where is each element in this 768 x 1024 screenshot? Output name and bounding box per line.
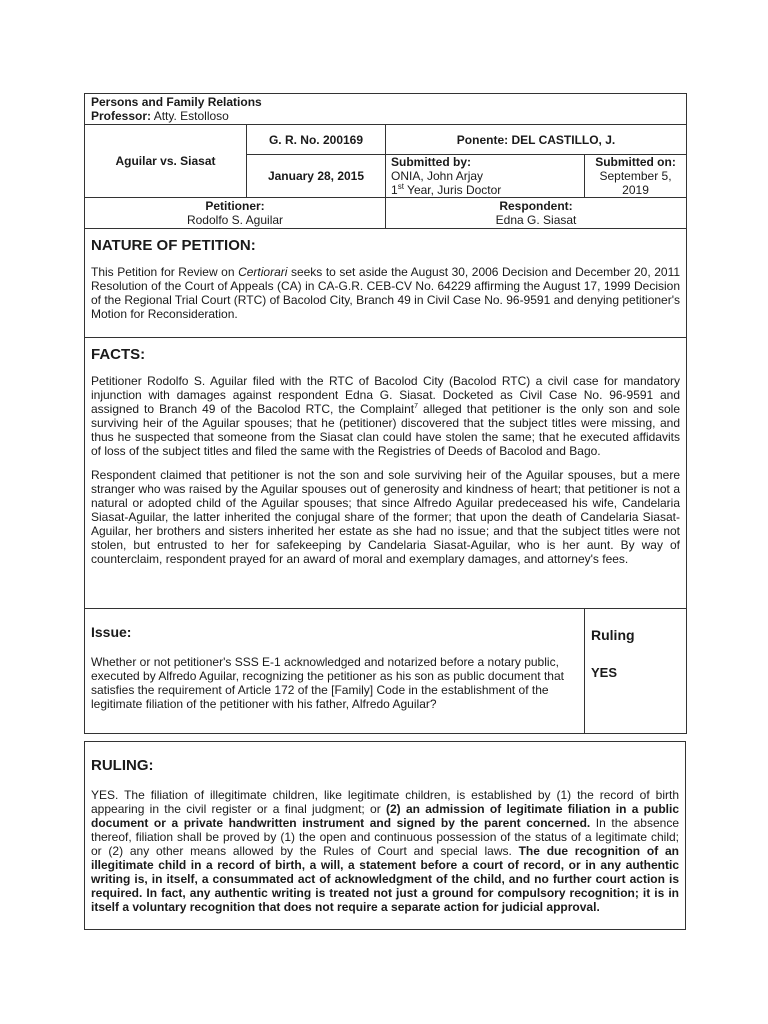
respondent-label: Respondent: bbox=[499, 199, 573, 213]
case-body-table bbox=[84, 228, 687, 734]
ponente: Ponente: DEL CASTILLO, J. bbox=[456, 132, 616, 147]
issue-heading: Issue: bbox=[91, 624, 132, 640]
respondent-name: Edna G. Siasat bbox=[495, 213, 577, 227]
gr-no-cell bbox=[247, 125, 386, 155]
ruling-answer: YES bbox=[591, 665, 618, 680]
ruling-text: YES. The filiation of illegitimate children, like legitimate children, is established by (1) the record of birth appearing in the civil register or a final judgment; or (2) an admission of legitimate filiation in a public document or a private handwritten instrument and signed by the parent concerned. In the absence thereof, filiation shall be proved by (1) the open and continuous possession of the status of a legitimate child; or (2) any other means allowed by the Rules of Court and special laws. The due recognition of an illegitimate child in a record of birth, a will, a statement before a court of record, or in any authentic writing is, in itself, a consummated act of acknowledgment of the child, and no further court action is required. In fact, any authentic writing is treated not just a ground for compulsory recognition; it is in itself a voluntary recognition that does not require a separate action for judicial approval. bbox=[91, 788, 679, 914]
nature-text: This Petition for Review on Certiorari seeks to set aside the August 30, 2006 Decision and December 20, 2011 Resolution of the Court of Appeals (CA) in CA-G.R. CEB-CV No. 64229 affirming the August 17, 1999 Decision of the Regional Trial Court (RTC) of Bacolod City, Branch 49 in Civil Case No. 96-9591 and denying petitioner's Motion for Reconsideration. bbox=[91, 265, 681, 321]
case-digest bbox=[84, 93, 686, 734]
student-year: 1st Year, Juris Doctor bbox=[391, 182, 502, 197]
case-header-table bbox=[84, 93, 687, 229]
professor-line bbox=[91, 109, 680, 123]
petitioner-cell bbox=[85, 198, 386, 229]
ruling-heading: RULING: bbox=[91, 757, 154, 774]
nature-section bbox=[85, 229, 687, 338]
course-title: Persons and Family Relations bbox=[91, 95, 262, 109]
date-cell bbox=[247, 155, 386, 198]
facts-paragraph-1: Petitioner Rodolfo S. Aguilar filed with the RTC of Bacolod City (Bacolod RTC) a civil case for mandatory injunction with damages against respondent Edna G. Siasat. Docketed as Civil Case No. 96-9591 and assigned to Branch 49 of the Bacolod RTC, the Complaint$^7$ alleged that petitioner is the only son and sole surviving heir of the Aguilar spouses; that he (petitioner) discovered that the subject titles were missing, and thus he suspected that someone from the Siasat clan could have stolen the same; that he executed affidavits of loss of the subject titles and filed the same with the Registries of Deeds of Bacolod and Bago. bbox=[91, 374, 681, 458]
submitted-on-label: Submitted on: bbox=[595, 155, 676, 169]
issue-text: Whether or not petitioner's SSS E-1 acknowledged and notarized before a notary public, executed by Alfredo Aguilar, recognizing the petitioner as his son as public document that satisfies the requirement of Article 172 of the [Family] Code in the establishment of the legitimate filiation of the petitioner with his father, Alfredo Aguilar? bbox=[91, 655, 564, 711]
ruling-short-heading: Ruling bbox=[591, 627, 635, 643]
submitted-on-date: September 5, 2019 bbox=[599, 169, 672, 197]
petitioner-label: Petitioner: bbox=[205, 199, 265, 213]
nature-heading: NATURE OF PETITION: bbox=[91, 237, 256, 254]
ruling-section bbox=[84, 741, 686, 930]
decision-date: January 28, 2015 bbox=[267, 169, 365, 183]
course-cell bbox=[85, 94, 687, 125]
submitted-by-cell bbox=[386, 155, 585, 198]
professor-name: Atty. Estolloso bbox=[151, 109, 229, 123]
submitted-on-cell bbox=[585, 155, 687, 198]
gr-number: G. R. No. 200169 bbox=[268, 132, 364, 147]
facts-paragraph-2: Respondent claimed that petitioner is not the son and sole surviving heir of the Aguilar spouses, but a mere stranger who was raised by the Aguilar spouses out of generosity and kindness of heart; that petitioner is not a natural or adopted child of the Aguilar spouses; that since Alfredo Aguilar predeceased his wife, Candelaria Siasat-Aguilar, the latter inherited the conjugal share of the former; that upon the death of Candelaria Siasat-Aguilar, her brothers and sisters inherited her estate as she had no issue; and that the subject titles were not stolen, but entrusted to her for safekeeping by Candelaria Siasat-Aguilar, who is her aunt. By way of counterclaim, respondent prayed for an award of moral and exemplary damages, and attorney's fees. bbox=[91, 468, 681, 566]
facts-heading: FACTS: bbox=[91, 346, 146, 363]
ruling-answer-cell bbox=[585, 609, 687, 734]
submitted-by-name: ONIA, John Arjay bbox=[391, 169, 484, 183]
submitted-by-label: Submitted by: bbox=[391, 155, 471, 169]
case-title-cell bbox=[85, 125, 247, 198]
issue-section bbox=[85, 609, 585, 734]
case-title: Aguilar vs. Siasat bbox=[115, 154, 216, 168]
facts-section bbox=[85, 338, 687, 609]
respondent-cell bbox=[386, 198, 687, 229]
petitioner-name: Rodolfo S. Aguilar bbox=[186, 213, 284, 227]
ponente-cell bbox=[386, 125, 687, 155]
professor-label: Professor: bbox=[91, 109, 152, 123]
